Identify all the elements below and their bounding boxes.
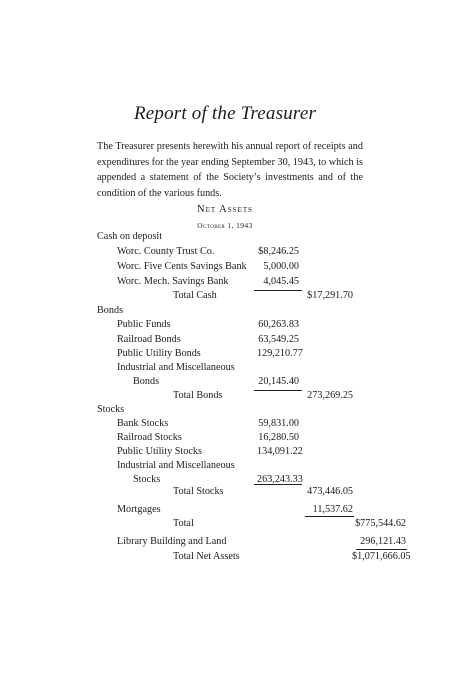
section-heading: Net Assets <box>197 204 253 215</box>
page-title: Report of the Treasurer <box>133 103 317 124</box>
bonds-heading: Bonds <box>97 305 124 316</box>
library-row: Library Building and Land 296,121.43 <box>117 536 406 547</box>
stocks-total-row: Total Stocks 473,446.05 <box>173 486 353 497</box>
intro-paragraph: The Treasurer presents herewith his annual report of receipts and expenditures for the year ending September 30, 1943, to which is appended a statement of the Society’s investments and of the condition of the various funds. <box>97 141 363 199</box>
stocks-row: Industrial and Miscellaneous <box>117 460 235 471</box>
cash-row: Worc. Mech. Savings Bank 4,045.45 <box>117 276 299 287</box>
stocks-heading: Stocks <box>97 404 125 415</box>
bonds-row: Bonds 20,145.40 <box>133 376 299 387</box>
cash-row: Worc. Five Cents Savings Bank 5,000.00 <box>117 261 299 272</box>
report-date: October 1, 1943 <box>197 221 253 230</box>
bonds-row: Public Utility Bonds 129,210.77 <box>117 348 303 359</box>
net-assets-row: Total Net Assets $1,071,666.05 <box>173 551 411 562</box>
cash-row: Worc. County Trust Co. $8,246.25 <box>117 246 299 257</box>
stocks-row: Stocks 263,243.33 <box>133 474 303 485</box>
stocks-row: Public Utility Stocks 134,091.22 <box>117 446 303 457</box>
stocks-row: Railroad Stocks 16,280.50 <box>117 432 299 443</box>
bonds-row: Public Funds 60,263.83 <box>117 319 299 330</box>
mortgages-row: Mortgages 11,537.62 <box>117 504 353 515</box>
bonds-total-row: Total Bonds 273,269.25 <box>173 390 353 401</box>
stocks-row: Bank Stocks 59,831.00 <box>117 418 299 429</box>
bonds-row: Industrial and Miscellaneous <box>117 362 235 373</box>
cash-heading: Cash on deposit <box>97 231 163 242</box>
total-row: Total $775,544.62 <box>173 518 406 529</box>
cash-total-row: Total Cash $17,291.70 <box>173 290 353 301</box>
bonds-row: Railroad Bonds 63,549.25 <box>117 334 299 345</box>
